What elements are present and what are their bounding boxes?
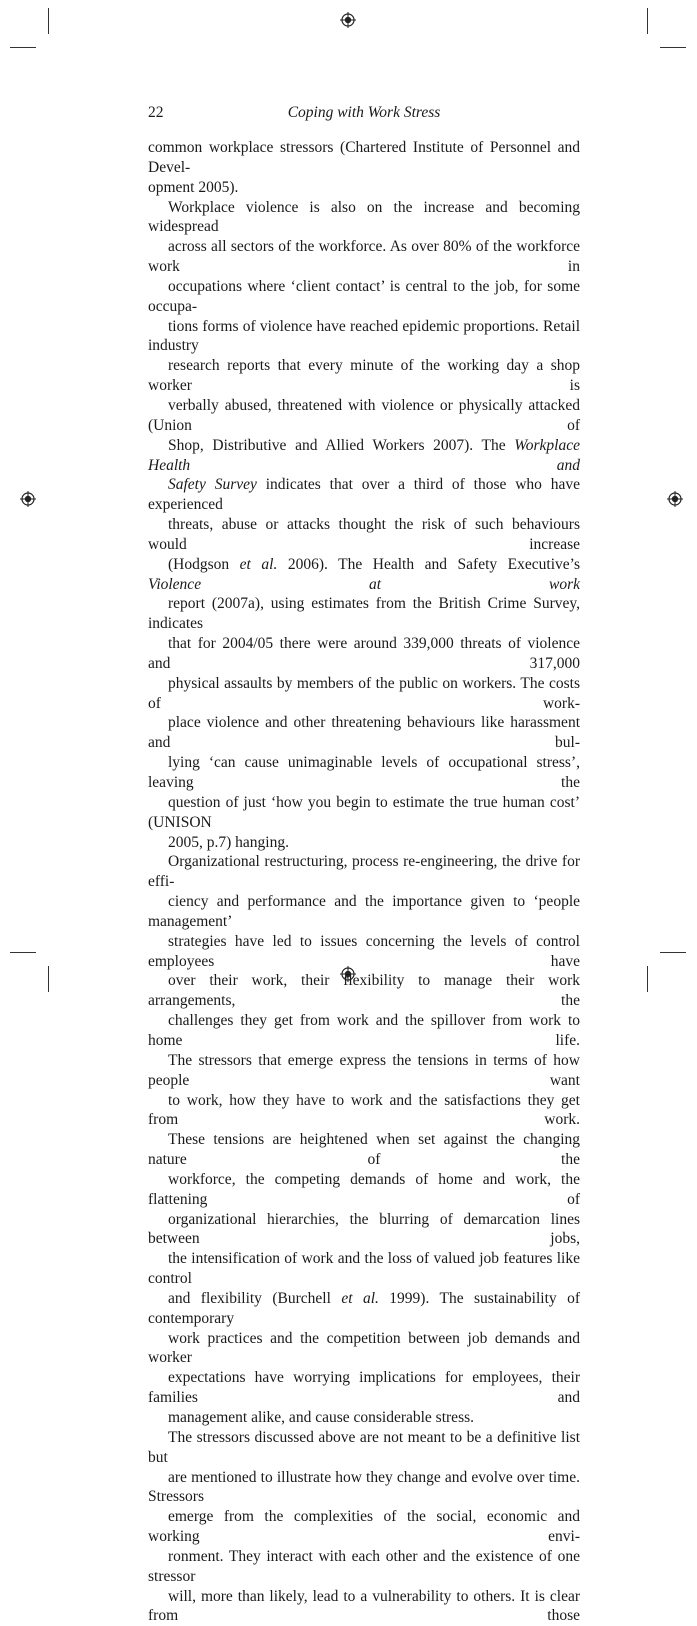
text-run: across all sectors of the workforce. As over 80% of the workforce work in bbox=[148, 238, 580, 276]
text-line bbox=[148, 793, 580, 833]
running-header bbox=[148, 104, 580, 124]
text-run: indicates that over a third of those who have experienced bbox=[148, 476, 580, 514]
text-run: The stressors discussed above are not meant to be a definitive list but bbox=[148, 1428, 580, 1466]
italic-text: Workplace Health and bbox=[148, 436, 580, 474]
text-line bbox=[148, 1468, 580, 1508]
text-line bbox=[148, 713, 580, 753]
text-line bbox=[148, 932, 580, 972]
text-line bbox=[148, 1587, 580, 1626]
crop-mark-top-right-v bbox=[647, 8, 648, 34]
text-line bbox=[148, 753, 580, 793]
text-line bbox=[148, 1249, 580, 1289]
text-run: report (2007a), using estimates from the British Crime Survey, indicates bbox=[148, 595, 580, 633]
text-run: common workplace stressors (Chartered Institute of Personnel and Devel- bbox=[148, 139, 580, 176]
text-line bbox=[148, 1051, 580, 1091]
text-line bbox=[148, 1329, 580, 1369]
text-run: workforce, the competing demands of home and work, the flattening of bbox=[148, 1170, 580, 1208]
text-line bbox=[148, 594, 580, 634]
text-run: research reports that every minute of the working day a shop worker is bbox=[148, 357, 580, 395]
text-line bbox=[148, 1547, 580, 1587]
text-run: threats, abuse or attacks thought the risk of such behaviours would increase bbox=[148, 516, 580, 553]
italic-text: Violence at work bbox=[148, 575, 580, 593]
running-title: Coping with Work Stress bbox=[287, 104, 441, 121]
crop-mark-top-left-v bbox=[48, 8, 49, 34]
text-line bbox=[148, 555, 580, 595]
text-run: lying ‘can cause unimaginable levels of occupational stress’, leaving the bbox=[148, 754, 580, 791]
text-line bbox=[148, 138, 580, 178]
text-line bbox=[148, 852, 580, 892]
text-line bbox=[148, 436, 580, 476]
italic-text: et al. bbox=[239, 555, 278, 573]
text-run: the intensification of work and the loss of valued job features like control bbox=[148, 1250, 580, 1288]
text-run: The stressors that emerge express the tensions in terms of how people want bbox=[148, 1051, 580, 1089]
text-run: ronment. They interact with each other and the existence of one stressor bbox=[148, 1547, 580, 1585]
text-line bbox=[148, 396, 580, 436]
crop-mark-bottom-right-v bbox=[647, 966, 648, 992]
crop-mark-bottom-left-v bbox=[48, 966, 49, 992]
text-run: will, more than likely, lead to a vulnerability to others. It is clear from those bbox=[148, 1587, 580, 1625]
text-line bbox=[148, 833, 580, 853]
text-line bbox=[148, 475, 580, 515]
text-run: opment 2005). bbox=[148, 178, 239, 196]
text-run: work practices and the competition between job demands and worker bbox=[148, 1329, 580, 1367]
text-line bbox=[148, 1428, 580, 1468]
text-run: that for 2004/05 there were around 339,000 threats of violence and 317,000 bbox=[148, 635, 580, 672]
text-run: Workplace violence is also on the increase and becoming widespread bbox=[148, 198, 580, 236]
text-line bbox=[148, 277, 580, 317]
text-run: challenges they get from work and the spillover from work to home life. bbox=[148, 1012, 580, 1049]
italic-text: Safety Survey bbox=[168, 476, 257, 494]
text-line bbox=[148, 634, 580, 674]
registration-mark-icon bbox=[667, 491, 683, 507]
crop-mark-top-left-h bbox=[10, 47, 36, 48]
text-run: occupations where ‘client contact’ is central to the job, for some occupa- bbox=[148, 277, 580, 315]
crop-mark-bottom-right-h bbox=[660, 952, 686, 953]
text-line bbox=[148, 1011, 580, 1051]
text-line bbox=[148, 1210, 580, 1250]
registration-mark-icon bbox=[20, 491, 36, 507]
text-run: over their work, their flexibility to manage their work arrangements, the bbox=[148, 972, 580, 1010]
text-run: strategies have led to issues concerning the levels of control employees have bbox=[148, 932, 580, 970]
registration-mark-icon bbox=[340, 12, 356, 28]
text-line bbox=[148, 317, 580, 357]
paragraph bbox=[148, 198, 580, 853]
text-line bbox=[148, 1368, 580, 1408]
text-run: place violence and other threatening behaviours like harassment and bul- bbox=[148, 714, 580, 752]
text-line bbox=[148, 1170, 580, 1210]
text-run: management alike, and cause considerable stress. bbox=[168, 1409, 475, 1426]
text-run: physical assaults by members of the public on workers. The costs of work- bbox=[148, 674, 580, 712]
text-run: question of just ‘how you begin to estimate the true human cost’ (UNISON bbox=[148, 793, 580, 831]
text-line bbox=[148, 1408, 580, 1428]
text-line bbox=[148, 892, 580, 932]
text-run: organizational hierarchies, the blurring of demarcation lines between jobs, bbox=[148, 1210, 580, 1248]
text-line bbox=[148, 198, 580, 238]
body-text bbox=[148, 138, 580, 1626]
text-line bbox=[148, 356, 580, 396]
text-run: ciency and performance and the importance given to ‘people management’ bbox=[148, 893, 580, 930]
text-line bbox=[148, 1091, 580, 1131]
text-run: expectations have worrying implications for employees, their families and bbox=[148, 1369, 580, 1407]
text-run: 2005, p.7) hanging. bbox=[168, 833, 289, 851]
text-run: tions forms of violence have reached epidemic proportions. Retail industry bbox=[148, 317, 580, 355]
text-run: These tensions are heightened when set against the changing nature of the bbox=[148, 1131, 580, 1169]
text-line bbox=[148, 515, 580, 555]
page-number: 22 bbox=[148, 104, 164, 121]
crop-mark-bottom-left-h bbox=[10, 952, 36, 953]
paragraph bbox=[148, 138, 580, 198]
text-run: to work, how they have to work and the satisfactions they get from work. bbox=[148, 1091, 580, 1129]
text-line bbox=[148, 674, 580, 714]
text-run: verbally abused, threatened with violence or physically attacked (Union of bbox=[148, 396, 580, 434]
text-run: Organizational restructuring, process re-engineering, the drive for effi- bbox=[148, 853, 580, 891]
text-line bbox=[148, 971, 580, 1011]
text-run: (Hodgson bbox=[168, 555, 240, 573]
crop-mark-top-right-h bbox=[660, 47, 686, 48]
text-line bbox=[148, 237, 580, 277]
text-line bbox=[148, 178, 580, 198]
text-run: Shop, Distributive and Allied Workers 2007). The bbox=[168, 436, 515, 454]
text-run: 2006). The Health and Safety Executive’s bbox=[277, 555, 580, 573]
text-run: emerge from the complexities of the social, economic and working envi- bbox=[148, 1508, 580, 1546]
text-run: and flexibility (Burchell bbox=[168, 1289, 342, 1307]
text-run: are mentioned to illustrate how they change and evolve over time. Stressors bbox=[148, 1468, 580, 1506]
text-line bbox=[148, 1130, 580, 1170]
paragraph bbox=[148, 1428, 580, 1626]
text-run: 1999). The sustainability of contemporary bbox=[148, 1289, 580, 1327]
text-line bbox=[148, 1289, 580, 1329]
text-line bbox=[148, 1507, 580, 1547]
paragraph bbox=[148, 852, 580, 1427]
italic-text: et al. bbox=[341, 1289, 379, 1307]
